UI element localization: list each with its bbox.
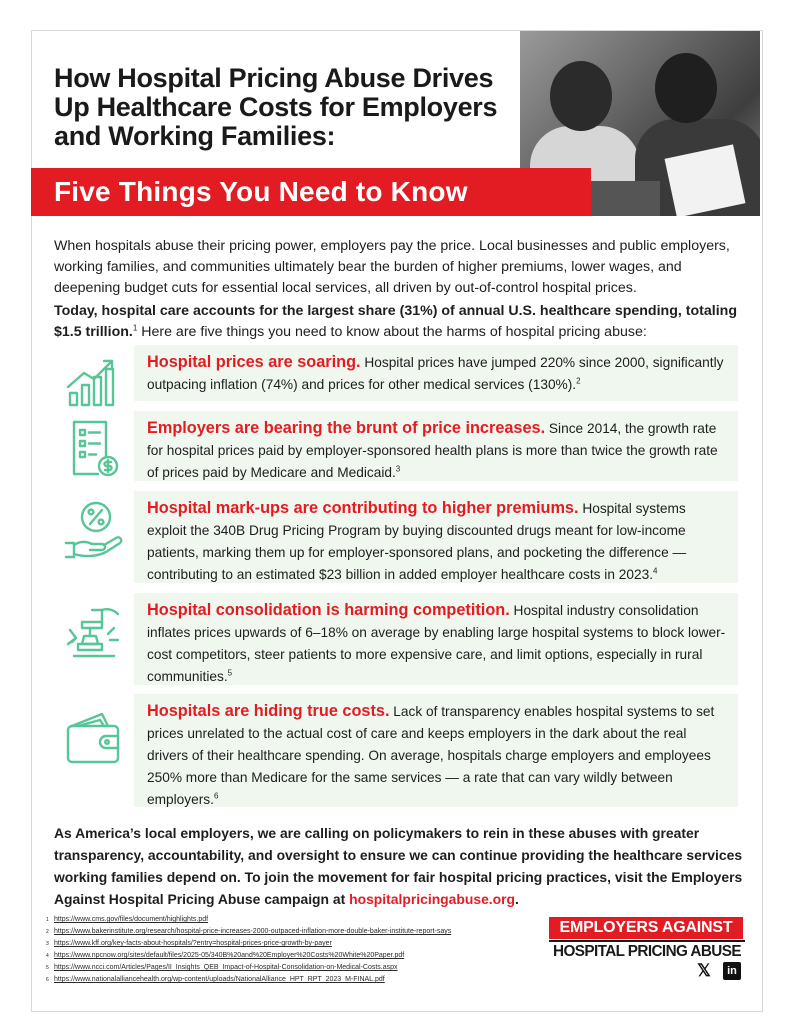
- footnote-ref: 3: [395, 464, 401, 474]
- campaign-logo-bottom: HOSPITAL PRICING ABUSE: [549, 940, 745, 962]
- item-heading: Hospital consolidation is harming competition.: [147, 601, 510, 619]
- banner-text: Five Things You Need to Know: [54, 176, 468, 207]
- item-heading: Employers are bearing the brunt of price increases.: [147, 419, 546, 437]
- campaign-link[interactable]: hospitalpricingabuse.org: [349, 891, 516, 907]
- chess-hand-icon: [62, 600, 126, 664]
- item-card-1: [134, 345, 738, 401]
- footnote-ref: 2: [576, 376, 581, 386]
- lead-bold: Today, hospital care accounts for the largest share (31%) of annual U.S. healthcare spending, totaling $1.5 trillion.: [54, 303, 737, 340]
- item-card-5: [134, 694, 738, 807]
- bar-chart-growth-icon: [62, 349, 126, 413]
- intro-paragraph: When hospitals abuse their pricing power, employers pay the price. Local businesses and public employers, working families, and communities ultimately bear the burden of higher premiums, lower wages, and deepening budget cuts for essential local services, all driven by out-of-control hospital prices.: [54, 238, 730, 296]
- item-heading: Hospital mark-ups are contributing to higher premiums.: [147, 499, 579, 517]
- item-body: Hospital prices have jumped 220% since 2000, significantly outpacing inflation (74%) and prices for other medical services (130%).: [147, 355, 724, 392]
- item-body: Hospital systems exploit the 340B Drug Pricing Program by buying discounted drugs meant for low-income patients, marking them up for employer-sponsored plans, and pocketing the difference — contributing to an estimated $23 billion in added employer healthcare costs in 2023.: [147, 501, 687, 582]
- footnote-ref: 5: [227, 668, 233, 678]
- item-card-2: [134, 411, 738, 481]
- footnote-link[interactable]: https://www.bakerinstitute.org/research/hospital-price-increases-2000-outpaced-inflation-more-double-baker-institute-report-says: [54, 928, 452, 935]
- invoice-dollar-icon: [62, 416, 126, 480]
- title-banner: [31, 168, 591, 216]
- footnote-item: [46, 974, 516, 986]
- footnote-item: [46, 926, 516, 938]
- footnote-number: 1: [46, 917, 49, 923]
- wallet-icon: [62, 706, 126, 770]
- hand-percent-icon: [62, 497, 126, 561]
- closing-paragraph: [54, 822, 744, 910]
- campaign-logo-top: EMPLOYERS AGAINST: [549, 917, 743, 939]
- lead-paragraph: [54, 301, 744, 343]
- footnote-item: [46, 914, 516, 926]
- footnote-ref: 6: [213, 791, 219, 801]
- footnote-number: 6: [46, 977, 49, 983]
- footnote-number: 5: [46, 965, 49, 971]
- footnote-item: [46, 938, 516, 950]
- item-body: Since 2014, the growth rate for hospital prices paid by employer-sponsored health plans is more than twice the growth rate of prices paid by Medicare and Medicaid.: [147, 421, 718, 480]
- page-title: How Hospital Pricing Abuse Drives Up Healthcare Costs for Employers and Working Families:: [54, 63, 498, 151]
- item-heading: Hospital prices are soaring.: [147, 353, 361, 371]
- footnote-number: 2: [46, 929, 49, 935]
- footnote-link[interactable]: https://www.kff.org/key-facts-about-hospitals/?entry=hospital-prices-price-growth-by-payer: [54, 940, 332, 947]
- footnote-item: [46, 950, 516, 962]
- item-card-3: [134, 491, 738, 583]
- footnote-number: 3: [46, 941, 49, 947]
- item-card-4: [134, 593, 738, 685]
- footnote-link[interactable]: https://www.cms.gov/files/document/highlights.pdf: [54, 916, 209, 923]
- item-heading: Hospitals are hiding true costs.: [147, 702, 390, 720]
- footnote-link[interactable]: https://www.ncci.com/Articles/Pages/II_Insights_QEB_Impact-of-Hospital-Consolidation-on-Medical-Costs.aspx: [54, 964, 398, 971]
- item-body: Lack of transparency enables hospital systems to set prices unrelated to the actual cost of care and keeps employers in the dark about the real drivers of their healthcare spending. On average, hospitals charge employers and employees 250% more than Medicare for the same services — a rate that can vary wildly between employers.: [147, 704, 715, 807]
- closing-text: As America’s local employers, we are calling on policymakers to rein in these abuses with greater transparency, accountability, and oversight to ensure we can continue providing the healthcare services working families depend on. To join the movement for fair hospital pricing practices, visit the Employers Against Hospital Pricing Abuse campaign at: [54, 825, 743, 907]
- closing-end: .: [515, 891, 519, 907]
- footnote-ref: 4: [653, 566, 658, 576]
- footnote-link[interactable]: https://www.npcnow.org/sites/default/files/2025-05/340B%20and%20Employer%20Costs%20White%20Paper.pdf: [54, 952, 405, 959]
- linkedin-icon[interactable]: in: [723, 962, 741, 980]
- footnotes-list: [46, 914, 516, 986]
- x-icon[interactable]: 𝕏: [697, 961, 711, 980]
- footnote-link[interactable]: https://www.nationalalliancehealth.org/wp-content/uploads/NationalAlliance_HPT_RPT_2023_M-FINAL.pdf: [54, 976, 385, 983]
- footnote-ref: 1: [132, 323, 138, 333]
- footnote-number: 4: [46, 953, 49, 959]
- item-body: Hospital industry consolidation inflates prices upwards of 6–18% on average by enabling large hospital systems to block lower-cost competitors, steer patients to more expensive care, and limit options, especially in rural communities.: [147, 603, 726, 684]
- footnote-item: [46, 962, 516, 974]
- lead-rest: Here are five things you need to know about the harms of hospital pricing abuse:: [137, 324, 647, 340]
